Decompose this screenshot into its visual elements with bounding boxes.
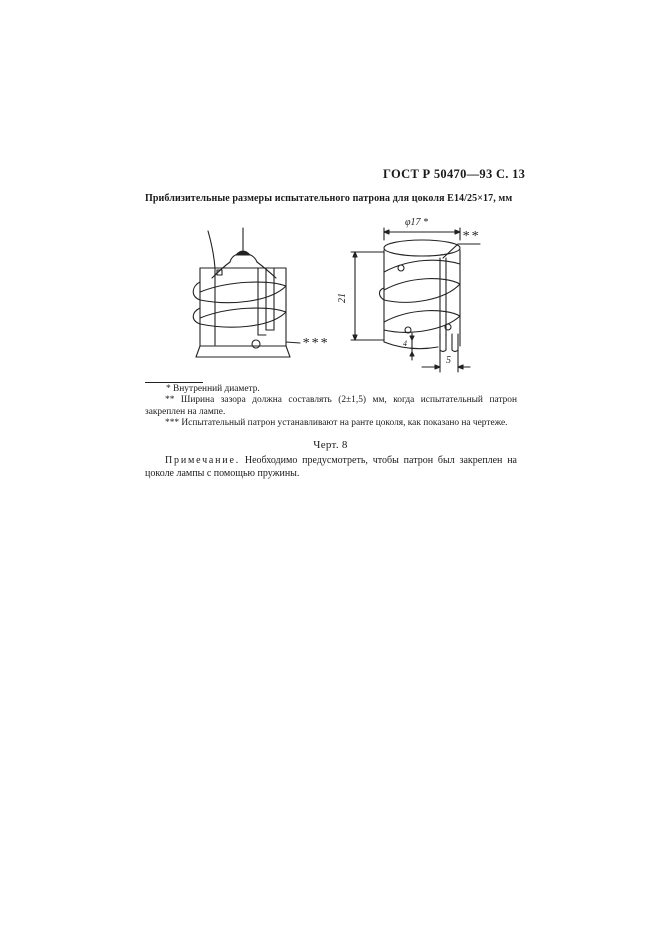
footnote-rule — [145, 382, 203, 383]
dim-four-label: 4 — [403, 339, 407, 348]
left-figure — [193, 228, 300, 357]
footnote-2: ** Ширина зазора должна составлять (2±1,5) мм, когда испытательный патрон закреплен на лампе. — [145, 395, 517, 417]
note-text: Необходимо предусмотреть, чтобы патрон был закреплен на цоколе лампы с помощью пружины. — [145, 455, 517, 479]
dim-five-label: 5 — [446, 355, 451, 366]
note-paragraph — [145, 454, 517, 480]
dim-diameter-label: φ17 * — [405, 217, 429, 228]
footnote-1: * Внутренний диаметр. — [166, 384, 260, 394]
note-lead: Примечание. — [165, 455, 241, 466]
label-triple-star: *** — [302, 336, 329, 351]
page-header: ГОСТ Р 50470—93 С. 13 — [383, 167, 526, 181]
label-double-star: ** — [462, 229, 480, 244]
figure-title: Приблизительные размеры испытательного патрона для цоколя E14/25×17, мм — [145, 193, 513, 204]
dim-height-label: 21 — [337, 293, 348, 303]
right-figure — [351, 228, 480, 372]
figure-caption: Черт. 8 — [313, 439, 348, 451]
footnote-3: *** Испытательный патрон устанавливают на ранте цоколя, как показано на чертеже. — [165, 418, 508, 428]
